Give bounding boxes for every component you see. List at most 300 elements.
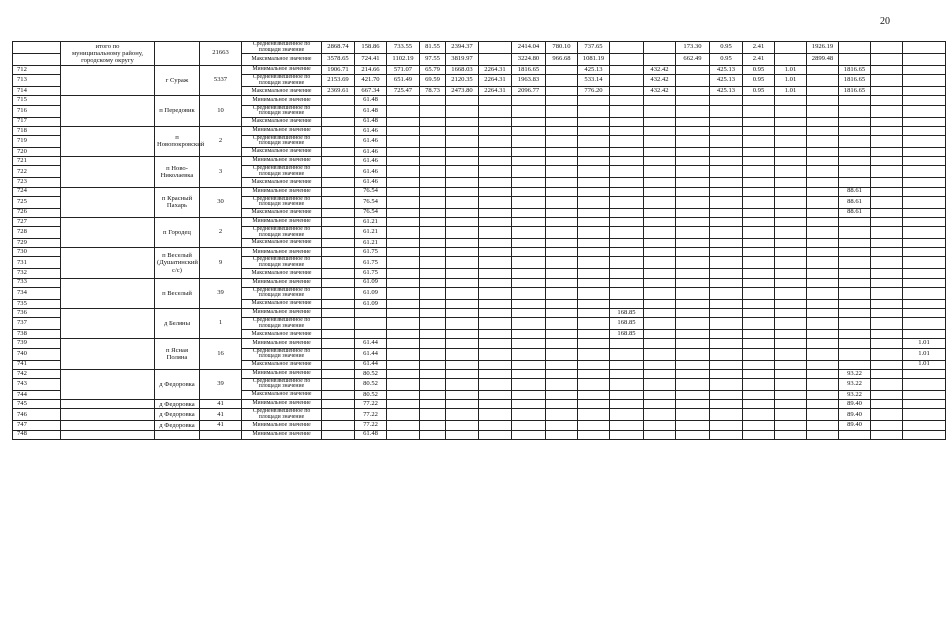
value-cell	[546, 217, 578, 226]
value-cell	[807, 360, 839, 369]
value-cell	[676, 217, 710, 226]
value-cell	[903, 66, 946, 75]
value-cell	[743, 126, 775, 135]
value-cell	[512, 135, 546, 147]
value-cell	[743, 208, 775, 217]
value-cell: 88.61	[839, 208, 871, 217]
row-number: 723	[13, 178, 61, 187]
row-number: 737	[13, 318, 61, 330]
value-cell	[446, 178, 479, 187]
value-cell	[871, 75, 903, 87]
value-kind: Средненвзвешенное по площади значение	[242, 196, 322, 208]
value-cell	[644, 54, 676, 66]
value-cell	[512, 369, 546, 378]
value-cell	[446, 299, 479, 308]
value-cell	[446, 135, 479, 147]
value-cell	[446, 348, 479, 360]
value-cell: 966.68	[546, 54, 578, 66]
value-cell	[710, 248, 743, 257]
settlement-name: п Новопокровский	[155, 126, 200, 156]
value-cell: 737.65	[578, 42, 610, 54]
value-cell	[807, 227, 839, 239]
value-cell	[807, 87, 839, 96]
value-cell	[775, 409, 807, 421]
value-kind: Максимальное значение	[242, 299, 322, 308]
value-cell	[807, 157, 839, 166]
data-table	[12, 41, 946, 440]
value-cell	[775, 269, 807, 278]
value-cell	[807, 66, 839, 75]
value-cell	[546, 339, 578, 348]
value-cell	[479, 400, 512, 409]
value-cell	[546, 400, 578, 409]
value-cell	[578, 239, 610, 248]
value-cell	[871, 430, 903, 439]
value-cell: 61.21	[355, 217, 387, 226]
value-cell	[610, 196, 644, 208]
value-cell	[839, 278, 871, 287]
value-cell: 61.44	[355, 348, 387, 360]
value-cell	[807, 318, 839, 330]
value-cell	[871, 208, 903, 217]
value-cell	[322, 217, 355, 226]
value-cell	[871, 421, 903, 430]
population: 39	[200, 369, 242, 399]
page-number: 20	[880, 16, 890, 27]
value-cell	[676, 309, 710, 318]
value-cell	[807, 105, 839, 117]
value-cell	[775, 147, 807, 156]
value-cell	[807, 378, 839, 390]
value-cell	[322, 147, 355, 156]
table-row	[13, 339, 946, 348]
value-cell	[479, 227, 512, 239]
value-cell: 1816.65	[839, 75, 871, 87]
value-cell	[420, 339, 446, 348]
value-cell	[775, 217, 807, 226]
value-cell	[871, 147, 903, 156]
population: 16	[200, 339, 242, 369]
value-cell: 0.95	[710, 42, 743, 54]
value-cell	[775, 187, 807, 196]
value-cell	[387, 117, 420, 126]
value-cell	[387, 257, 420, 269]
value-cell	[446, 257, 479, 269]
value-cell	[610, 409, 644, 421]
value-cell	[644, 278, 676, 287]
value-cell	[743, 360, 775, 369]
value-cell: 61.46	[355, 166, 387, 178]
value-cell	[479, 390, 512, 399]
value-cell	[839, 105, 871, 117]
value-cell	[743, 157, 775, 166]
value-cell	[839, 330, 871, 339]
value-cell: 2.41	[743, 54, 775, 66]
blank-cell	[61, 126, 155, 156]
value-cell: 0.95	[710, 54, 743, 66]
value-cell: 214.66	[355, 66, 387, 75]
value-cell: 0.95	[743, 66, 775, 75]
value-cell: 2899.48	[807, 54, 839, 66]
value-cell	[903, 87, 946, 96]
row-number: 721	[13, 157, 61, 166]
value-cell	[903, 421, 946, 430]
value-cell	[903, 409, 946, 421]
value-cell: 1.01	[903, 360, 946, 369]
value-cell	[903, 378, 946, 390]
value-cell	[871, 400, 903, 409]
value-cell: 61.48	[355, 105, 387, 117]
blank-cell	[61, 96, 155, 126]
value-cell	[871, 330, 903, 339]
settlement-name: г Сураж	[155, 66, 200, 96]
value-cell	[322, 135, 355, 147]
value-cell: 1102.19	[387, 54, 420, 66]
value-cell	[676, 178, 710, 187]
population: 21663	[200, 42, 242, 66]
value-cell	[387, 135, 420, 147]
value-cell	[710, 330, 743, 339]
value-kind: Средненвзвешенное по площади значение	[242, 135, 322, 147]
value-cell	[644, 409, 676, 421]
value-cell: 76.54	[355, 187, 387, 196]
value-cell	[644, 430, 676, 439]
value-cell	[479, 208, 512, 217]
value-cell	[676, 409, 710, 421]
value-cell	[322, 239, 355, 248]
value-cell	[775, 299, 807, 308]
value-cell	[610, 430, 644, 439]
value-cell	[387, 339, 420, 348]
value-cell	[512, 239, 546, 248]
value-cell	[578, 208, 610, 217]
value-cell	[644, 227, 676, 239]
value-cell	[743, 369, 775, 378]
row-number: 740	[13, 348, 61, 360]
value-cell	[610, 400, 644, 409]
value-cell	[676, 166, 710, 178]
value-cell	[644, 208, 676, 217]
value-kind: Средненвзвешенное по площади значение	[242, 378, 322, 390]
row-number: 722	[13, 166, 61, 178]
value-cell	[775, 360, 807, 369]
value-cell	[807, 400, 839, 409]
value-cell	[578, 178, 610, 187]
value-cell	[446, 318, 479, 330]
value-cell: 432.42	[644, 75, 676, 87]
value-cell	[903, 54, 946, 66]
value-cell	[610, 390, 644, 399]
value-cell	[610, 66, 644, 75]
value-cell	[512, 248, 546, 257]
value-cell: 76.54	[355, 208, 387, 217]
value-cell	[446, 378, 479, 390]
value-cell	[546, 239, 578, 248]
value-cell	[743, 257, 775, 269]
value-kind: Минимальное значение	[242, 421, 322, 430]
value-cell	[903, 278, 946, 287]
value-cell	[871, 360, 903, 369]
value-cell	[546, 105, 578, 117]
value-cell	[446, 430, 479, 439]
value-cell	[420, 287, 446, 299]
value-kind: Максимальное значение	[242, 269, 322, 278]
value-cell	[807, 390, 839, 399]
population: 39	[200, 278, 242, 308]
value-cell	[807, 430, 839, 439]
value-cell	[710, 239, 743, 248]
value-cell	[420, 217, 446, 226]
value-cell	[743, 147, 775, 156]
table-row	[13, 278, 946, 287]
value-cell	[610, 126, 644, 135]
value-cell	[839, 126, 871, 135]
blank-cell	[61, 66, 155, 96]
value-cell	[743, 430, 775, 439]
value-cell	[903, 135, 946, 147]
value-cell	[387, 126, 420, 135]
blank-cell	[61, 278, 155, 308]
value-cell	[387, 330, 420, 339]
value-cell: 1.01	[903, 339, 946, 348]
value-cell	[676, 239, 710, 248]
value-cell	[676, 348, 710, 360]
value-cell	[903, 257, 946, 269]
value-cell: 93.22	[839, 369, 871, 378]
value-cell	[610, 348, 644, 360]
value-cell	[355, 309, 387, 318]
value-cell	[710, 409, 743, 421]
value-cell	[322, 105, 355, 117]
value-cell	[322, 187, 355, 196]
value-cell	[578, 299, 610, 308]
value-cell	[871, 248, 903, 257]
value-cell	[420, 330, 446, 339]
value-cell	[610, 42, 644, 54]
row-number: 719	[13, 135, 61, 147]
value-cell: 780.10	[546, 42, 578, 54]
value-cell	[387, 248, 420, 257]
value-cell	[903, 187, 946, 196]
value-cell	[512, 208, 546, 217]
value-cell	[322, 299, 355, 308]
population: 10	[200, 96, 242, 126]
value-cell	[903, 157, 946, 166]
value-cell	[610, 157, 644, 166]
value-cell	[479, 369, 512, 378]
value-cell: 3578.65	[322, 54, 355, 66]
value-cell	[420, 378, 446, 390]
value-cell	[903, 42, 946, 54]
value-kind: Максимальное значение	[242, 208, 322, 217]
value-cell	[644, 248, 676, 257]
value-cell	[710, 348, 743, 360]
value-cell	[644, 96, 676, 105]
value-cell	[710, 135, 743, 147]
value-cell	[578, 278, 610, 287]
value-cell	[446, 239, 479, 248]
row-number	[13, 42, 61, 54]
value-cell	[871, 309, 903, 318]
value-cell	[871, 217, 903, 226]
value-cell	[512, 330, 546, 339]
value-cell	[387, 157, 420, 166]
value-cell	[512, 360, 546, 369]
row-number: 742	[13, 369, 61, 378]
value-cell	[546, 278, 578, 287]
value-cell	[446, 309, 479, 318]
value-cell	[387, 239, 420, 248]
value-cell	[743, 421, 775, 430]
value-cell: 0.95	[743, 75, 775, 87]
value-cell	[775, 42, 807, 54]
value-cell	[743, 96, 775, 105]
value-cell	[546, 126, 578, 135]
value-cell	[578, 166, 610, 178]
value-cell	[546, 196, 578, 208]
value-cell	[355, 330, 387, 339]
value-cell	[420, 105, 446, 117]
value-cell	[610, 299, 644, 308]
value-cell	[446, 409, 479, 421]
value-cell	[446, 400, 479, 409]
row-number: 743	[13, 378, 61, 390]
value-cell	[446, 390, 479, 399]
value-cell	[512, 287, 546, 299]
row-number: 730	[13, 248, 61, 257]
value-cell	[420, 227, 446, 239]
table-row	[13, 42, 946, 54]
value-cell	[903, 178, 946, 187]
value-cell: 168.85	[610, 309, 644, 318]
value-cell	[546, 348, 578, 360]
value-cell	[479, 196, 512, 208]
value-cell: 724.41	[355, 54, 387, 66]
value-cell	[644, 348, 676, 360]
value-cell	[903, 318, 946, 330]
value-cell	[807, 330, 839, 339]
value-cell	[420, 126, 446, 135]
value-cell	[644, 421, 676, 430]
value-cell	[839, 117, 871, 126]
value-cell	[420, 239, 446, 248]
value-cell	[387, 96, 420, 105]
value-cell	[871, 269, 903, 278]
value-cell	[903, 239, 946, 248]
value-cell	[578, 227, 610, 239]
value-cell	[420, 409, 446, 421]
value-cell	[420, 348, 446, 360]
value-cell	[546, 360, 578, 369]
value-cell	[710, 309, 743, 318]
settlement-name: д Федоровка	[155, 400, 200, 409]
value-cell	[420, 400, 446, 409]
row-number: 746	[13, 409, 61, 421]
value-cell: 1.01	[775, 75, 807, 87]
value-cell	[871, 105, 903, 117]
value-cell	[676, 87, 710, 96]
value-kind: Максимальное значение	[242, 147, 322, 156]
value-cell: 776.20	[578, 87, 610, 96]
value-cell	[710, 166, 743, 178]
value-cell	[512, 217, 546, 226]
value-cell: 1906.71	[322, 66, 355, 75]
table-row	[13, 66, 946, 75]
value-cell	[578, 217, 610, 226]
value-cell	[610, 187, 644, 196]
value-cell	[871, 278, 903, 287]
row-number: 736	[13, 309, 61, 318]
value-cell	[610, 166, 644, 178]
value-cell	[743, 278, 775, 287]
value-cell: 93.22	[839, 378, 871, 390]
value-kind: Максимальное значение	[242, 239, 322, 248]
value-cell	[807, 187, 839, 196]
value-cell	[743, 217, 775, 226]
value-cell	[479, 330, 512, 339]
value-cell	[903, 330, 946, 339]
value-cell	[903, 430, 946, 439]
value-cell	[903, 105, 946, 117]
value-cell: 667.34	[355, 87, 387, 96]
value-cell	[871, 409, 903, 421]
value-kind: Максимальное значение	[242, 87, 322, 96]
value-cell	[743, 287, 775, 299]
value-cell	[644, 318, 676, 330]
value-cell	[479, 318, 512, 330]
row-number: 744	[13, 390, 61, 399]
value-cell	[839, 54, 871, 66]
value-cell	[446, 360, 479, 369]
value-cell	[743, 409, 775, 421]
table-row	[13, 309, 946, 318]
value-cell	[610, 239, 644, 248]
value-cell	[387, 269, 420, 278]
value-cell	[644, 196, 676, 208]
value-cell	[743, 269, 775, 278]
value-cell	[871, 117, 903, 126]
value-cell	[775, 257, 807, 269]
value-cell	[322, 430, 355, 439]
value-cell	[807, 166, 839, 178]
value-kind: Минимальное значение	[242, 430, 322, 439]
value-cell: 88.61	[839, 187, 871, 196]
value-cell	[807, 147, 839, 156]
value-cell	[839, 318, 871, 330]
settlement-name: п Красный Пахарь	[155, 187, 200, 217]
value-cell	[610, 87, 644, 96]
value-cell	[387, 147, 420, 156]
row-number: 745	[13, 400, 61, 409]
value-cell	[479, 187, 512, 196]
value-kind: Минимальное значение	[242, 278, 322, 287]
value-cell	[446, 278, 479, 287]
value-cell	[710, 430, 743, 439]
value-cell	[871, 42, 903, 54]
value-cell	[775, 135, 807, 147]
value-cell	[387, 421, 420, 430]
value-cell: 77.22	[355, 409, 387, 421]
population: 2	[200, 217, 242, 247]
value-cell	[903, 208, 946, 217]
value-cell	[446, 287, 479, 299]
row-number: 725	[13, 196, 61, 208]
value-cell	[387, 409, 420, 421]
value-cell	[644, 157, 676, 166]
value-kind: Средненвзвешенное по площади значение	[242, 318, 322, 330]
value-cell	[710, 178, 743, 187]
value-cell	[839, 248, 871, 257]
